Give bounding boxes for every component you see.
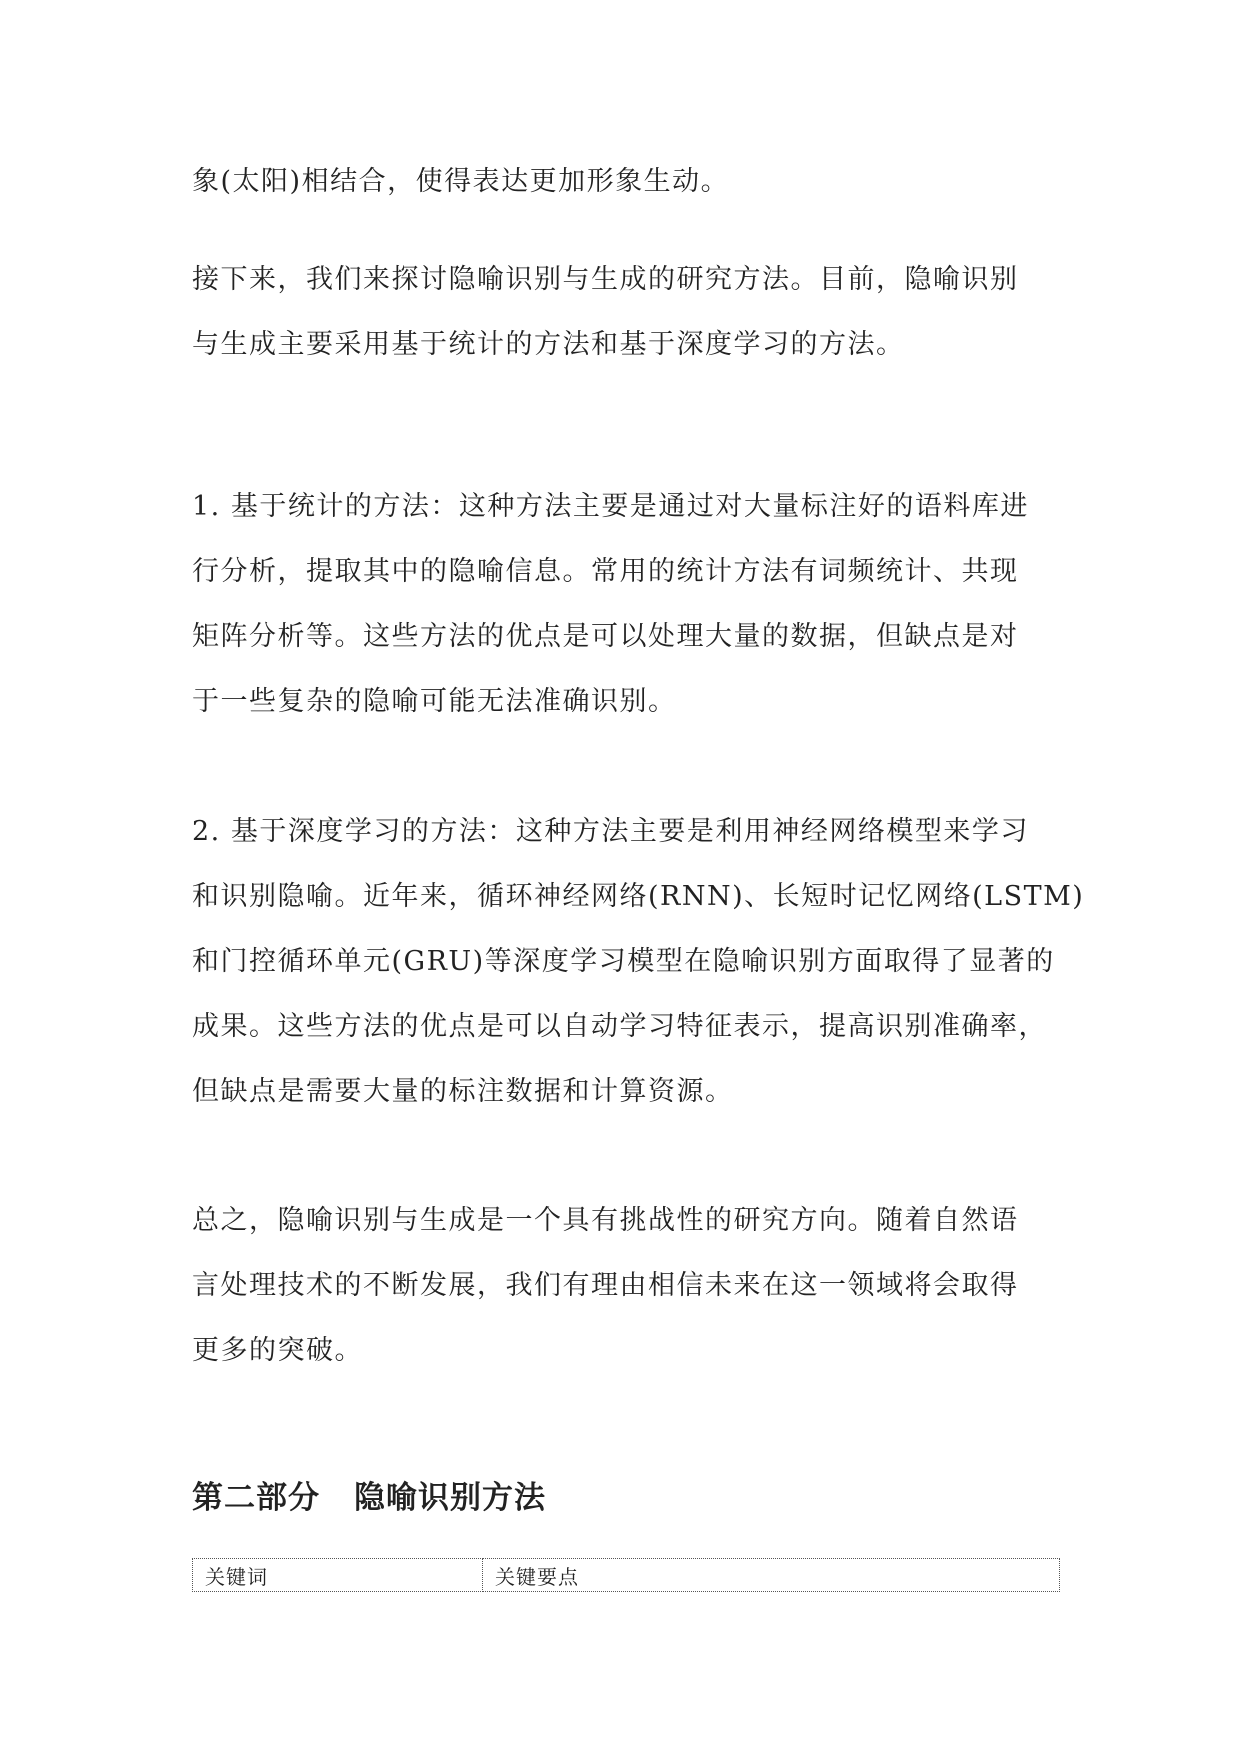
table-header-key-points: 关键要点 — [483, 1559, 1060, 1592]
paragraph-intro-end — [192, 149, 1062, 214]
paragraph-line: 与生成主要采用基于统计的方法和基于深度学习的方法。 — [192, 329, 905, 360]
paragraph-line: 2. 基于深度学习的方法：这种方法主要是利用神经网络模型来学习 — [192, 816, 1029, 847]
paragraph-research-methods — [192, 247, 1062, 377]
paragraph-line: 更多的突破。 — [192, 1335, 363, 1366]
table-header-keyword: 关键词 — [193, 1559, 483, 1592]
paragraph-line: 总之，隐喻识别与生成是一个具有挑战性的研究方向。随着自然语 — [192, 1205, 1019, 1236]
paragraph-line: 矩阵分析等。这些方法的优点是可以处理大量的数据，但缺点是对 — [192, 621, 1019, 652]
paragraph-line: 于一些复杂的隐喻可能无法准确识别。 — [192, 686, 677, 717]
paragraph-line: 和门控循环单元(GRU)等深度学习模型在隐喻识别方面取得了显著的 — [192, 946, 1055, 977]
section-part-label: 第二部分 — [192, 1480, 320, 1516]
keyword-table — [192, 1558, 1060, 1592]
paragraph-conclusion — [192, 1188, 1062, 1383]
paragraph-statistical-method — [192, 474, 1062, 734]
paragraph-line: 但缺点是需要大量的标注数据和计算资源。 — [192, 1076, 734, 1107]
paragraph-line: 言处理技术的不断发展，我们有理由相信未来在这一领域将会取得 — [192, 1270, 1019, 1301]
paragraph-line: 和识别隐喻。近年来，循环神经网络(RNN)、长短时记忆网络(LSTM) — [192, 881, 1085, 912]
paragraph-line: 行分析，提取其中的隐喻信息。常用的统计方法有词频统计、共现 — [192, 556, 1019, 587]
section-heading — [192, 1472, 546, 1517]
table-header-row — [193, 1559, 1060, 1592]
document-page — [192, 0, 1085, 1753]
section-title: 隐喻识别方法 — [354, 1480, 546, 1516]
paragraph-line: 象(太阳)相结合，使得表达更加形象生动。 — [192, 166, 730, 197]
paragraph-deep-learning-method — [192, 799, 1085, 1124]
paragraph-line: 接下来，我们来探讨隐喻识别与生成的研究方法。目前，隐喻识别 — [192, 264, 1019, 295]
paragraph-line: 1. 基于统计的方法：这种方法主要是通过对大量标注好的语料库进 — [192, 491, 1029, 522]
paragraph-line: 成果。这些方法的优点是可以自动学习特征表示，提高识别准确率， — [192, 1011, 1047, 1042]
